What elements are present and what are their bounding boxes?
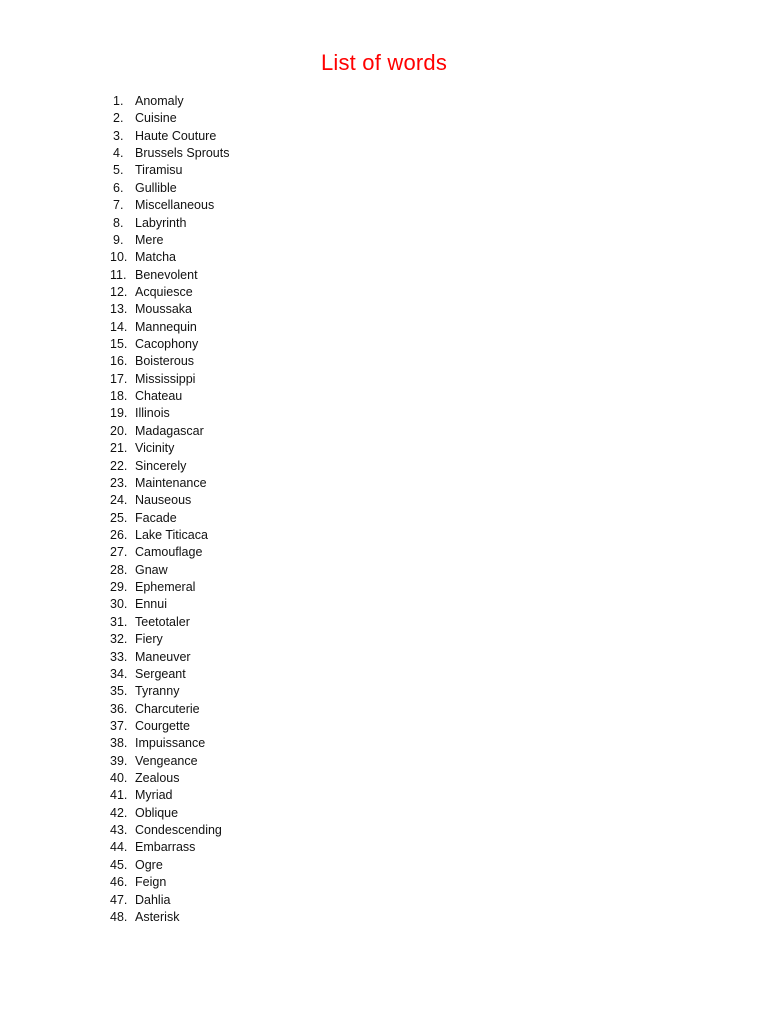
list-item xyxy=(110,579,229,596)
list-item-word: Teetotaler xyxy=(135,614,190,629)
list-item-number: 36. xyxy=(110,701,128,716)
list-item-word: Anomaly xyxy=(135,94,184,108)
list-item-number: 43. xyxy=(110,823,128,838)
list-item-number: 44. xyxy=(110,840,128,855)
list-item-number: 41. xyxy=(110,788,128,803)
list-item-number: 39. xyxy=(110,753,128,768)
list-item-number: 23. xyxy=(110,475,128,490)
list-item-number: 25. xyxy=(110,510,128,525)
list-item-word: Benevolent xyxy=(135,267,198,282)
list-item xyxy=(110,388,229,405)
list-item-word: Sincerely xyxy=(135,458,187,473)
list-item-number: 16. xyxy=(110,354,128,369)
list-item xyxy=(110,631,229,648)
list-item-word: Mississippi xyxy=(135,371,196,386)
list-item xyxy=(110,162,229,179)
list-item xyxy=(110,562,229,579)
list-item xyxy=(110,423,229,440)
list-item xyxy=(110,232,229,249)
list-item xyxy=(110,718,229,735)
list-item-word: Myriad xyxy=(135,788,173,803)
list-item xyxy=(110,215,229,232)
list-item xyxy=(110,267,229,284)
list-item-number: 30. xyxy=(110,597,128,612)
list-item-number: 46. xyxy=(110,875,128,890)
list-item xyxy=(110,405,229,422)
list-item-word: Nauseous xyxy=(135,493,192,508)
list-item-number: 47. xyxy=(110,892,128,907)
list-item xyxy=(110,249,229,266)
list-item xyxy=(110,510,229,527)
list-item-word: Sergeant xyxy=(135,666,186,681)
list-item-number: 6. xyxy=(113,180,124,195)
list-item-word: Ephemeral xyxy=(135,580,196,595)
list-item xyxy=(110,666,229,683)
list-item-number: 37. xyxy=(110,718,128,733)
list-item xyxy=(110,735,229,752)
list-item xyxy=(110,857,229,874)
list-item-word: Illinois xyxy=(135,406,170,421)
list-item xyxy=(110,753,229,770)
list-item-word: Cuisine xyxy=(135,111,177,126)
list-item xyxy=(110,892,229,909)
list-item-number: 2. xyxy=(113,111,124,126)
list-item-number: 11. xyxy=(110,267,127,282)
list-item-number: 29. xyxy=(110,580,128,595)
list-item xyxy=(110,371,229,388)
list-item-word: Charcuterie xyxy=(135,701,200,716)
list-item-number: 28. xyxy=(110,562,128,577)
page-title: List of words xyxy=(320,50,448,75)
list-item-word: Brussels Sprouts xyxy=(135,146,230,161)
list-item-number: 35. xyxy=(110,684,128,699)
list-item xyxy=(110,197,229,214)
list-item-number: 31. xyxy=(110,614,128,629)
list-item xyxy=(110,440,229,457)
list-item-number: 3. xyxy=(113,128,124,143)
list-item xyxy=(110,336,229,353)
list-item-word: Maintenance xyxy=(135,475,207,490)
list-item-word: Tyranny xyxy=(135,684,180,699)
list-item-word: Dahlia xyxy=(135,892,171,907)
list-item-word: Tiramisu xyxy=(135,163,183,178)
list-item-number: 4. xyxy=(113,146,124,161)
list-item xyxy=(110,822,229,839)
list-item-number: 32. xyxy=(110,632,128,647)
list-item xyxy=(110,527,229,544)
list-item xyxy=(110,492,229,509)
list-item-number: 48. xyxy=(110,909,128,924)
list-item xyxy=(110,683,229,700)
list-item-number: 27. xyxy=(110,545,128,560)
list-item-number: 18. xyxy=(110,389,128,404)
list-item xyxy=(110,301,229,318)
list-item xyxy=(110,770,229,787)
list-item-number: 33. xyxy=(110,649,128,664)
list-item xyxy=(110,128,229,145)
list-item-number: 20. xyxy=(110,423,128,438)
list-item-word: Embarrass xyxy=(135,840,196,855)
list-item xyxy=(110,475,229,492)
list-item xyxy=(110,839,229,856)
list-item-number: 5. xyxy=(113,163,124,178)
list-item-word: Gnaw xyxy=(135,562,168,577)
word-list xyxy=(110,93,229,926)
list-item-word: Fiery xyxy=(135,632,163,647)
list-item xyxy=(110,353,229,370)
list-item-number: 12. xyxy=(110,284,128,299)
list-item-number: 45. xyxy=(110,857,128,872)
list-item-word: Maneuver xyxy=(135,649,191,664)
list-item-word: Mannequin xyxy=(135,319,197,334)
list-item-number: 15. xyxy=(110,337,128,352)
list-item-word: Ogre xyxy=(135,857,163,872)
list-item-word: Miscellaneous xyxy=(135,198,215,213)
list-item-word: Acquiesce xyxy=(135,284,193,299)
list-item-number: 22. xyxy=(110,458,128,473)
list-item-number: 7. xyxy=(113,198,124,213)
list-item-word: Camouflage xyxy=(135,545,203,560)
list-item-word: Haute Couture xyxy=(135,128,217,143)
list-item-number: 26. xyxy=(110,527,128,542)
list-item xyxy=(110,544,229,561)
list-item-word: Cacophony xyxy=(135,337,199,352)
list-item-number: 1. xyxy=(113,94,124,108)
list-item-number: 10. xyxy=(110,250,128,265)
list-item xyxy=(110,805,229,822)
list-item xyxy=(110,596,229,613)
list-item-number: 13. xyxy=(110,302,128,317)
list-item-number: 40. xyxy=(110,771,128,786)
list-item-number: 42. xyxy=(110,805,128,820)
list-item-word: Vicinity xyxy=(135,441,175,456)
list-item-word: Courgette xyxy=(135,718,190,733)
list-item-word: Gullible xyxy=(135,180,177,195)
list-item xyxy=(110,614,229,631)
list-item-word: Chateau xyxy=(135,389,183,404)
list-item-word: Labyrinth xyxy=(135,215,187,230)
list-item-word: Mere xyxy=(135,232,164,247)
list-item xyxy=(110,458,229,475)
list-item-word: Ennui xyxy=(135,597,167,612)
list-item-number: 24. xyxy=(110,493,128,508)
list-item-word: Asterisk xyxy=(135,909,180,924)
list-item-number: 19. xyxy=(110,406,128,421)
list-item xyxy=(110,180,229,197)
list-item xyxy=(110,649,229,666)
list-item-word: Impuissance xyxy=(135,736,206,751)
list-item xyxy=(110,93,229,110)
list-item-number: 21. xyxy=(110,441,128,456)
list-item-word: Vengeance xyxy=(135,753,198,768)
list-item-word: Zealous xyxy=(135,771,180,786)
list-item xyxy=(110,874,229,891)
list-item xyxy=(110,110,229,127)
list-item xyxy=(110,284,229,301)
list-item-number: 8. xyxy=(113,215,124,230)
list-item-word: Madagascar xyxy=(135,423,204,438)
list-item xyxy=(110,319,229,336)
list-item-number: 34. xyxy=(110,666,128,681)
list-item-word: Feign xyxy=(135,875,167,890)
list-item xyxy=(110,787,229,804)
list-item-word: Matcha xyxy=(135,250,176,265)
list-item-word: Facade xyxy=(135,510,177,525)
list-item xyxy=(110,701,229,718)
list-item-word: Moussaka xyxy=(135,302,192,317)
list-item-word: Lake Titicaca xyxy=(135,527,208,542)
list-item-number: 14. xyxy=(110,319,128,334)
list-item xyxy=(110,909,229,926)
list-item xyxy=(110,145,229,162)
list-item-number: 38. xyxy=(110,736,128,751)
list-item-word: Oblique xyxy=(135,805,179,820)
list-item-number: 9. xyxy=(113,232,124,247)
list-item-word: Condescending xyxy=(135,823,222,838)
list-item-number: 17. xyxy=(110,371,128,386)
list-item-word: Boisterous xyxy=(135,354,195,369)
